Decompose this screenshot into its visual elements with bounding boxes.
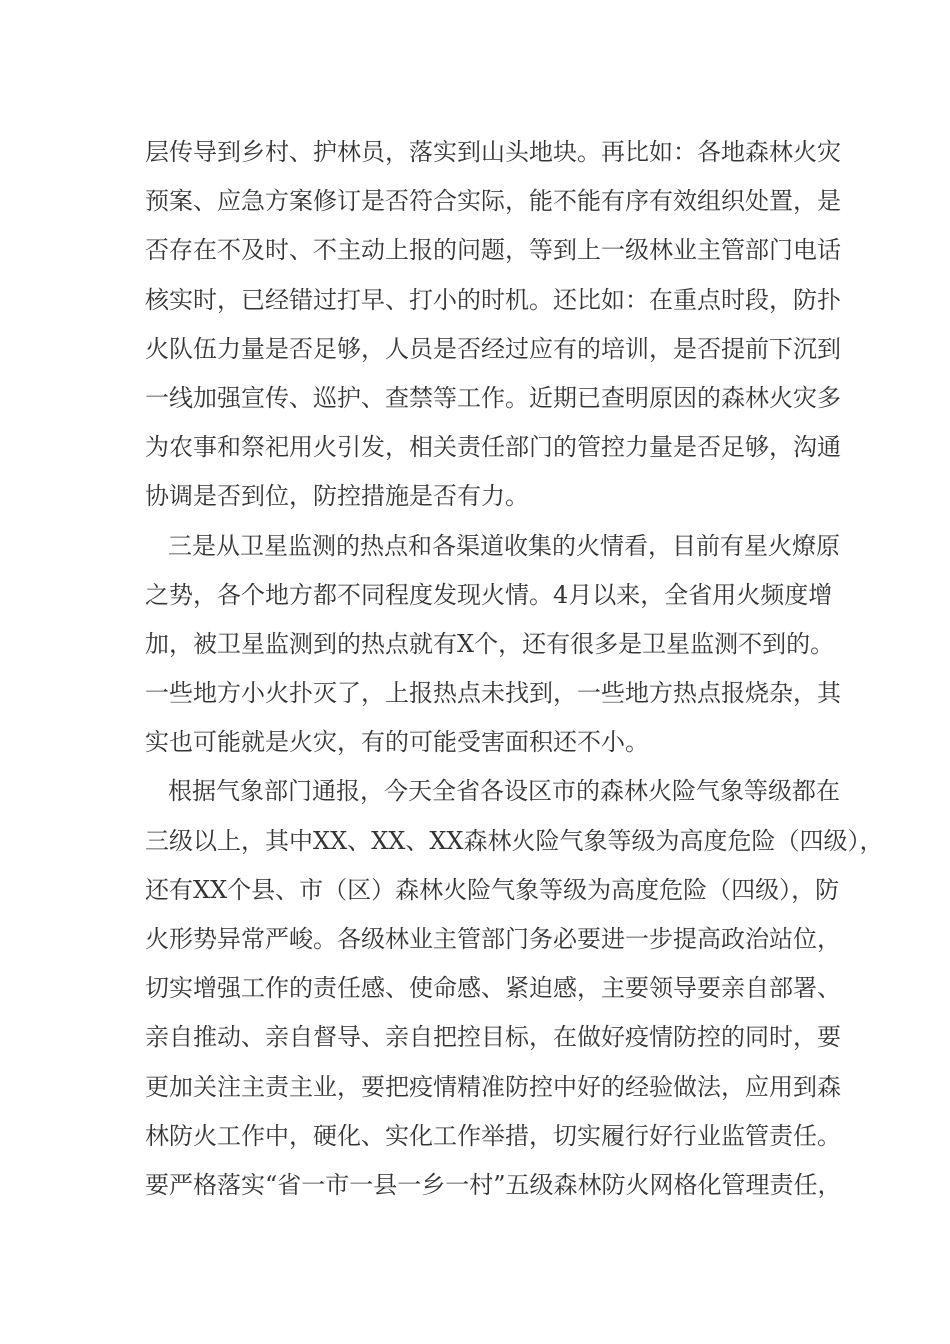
text-line: 三级以上，其中XX、XX、XX森林火险气象等级为高度危险（四级）， bbox=[145, 826, 884, 855]
text-line: 否存在不及时、不主动上报的问题，等到上一级林业主管部门电话 bbox=[145, 236, 841, 265]
text-line: 协调是否到位，防控措施是否有力。 bbox=[145, 482, 529, 511]
paragraph-3 bbox=[145, 767, 884, 1210]
text-line: 三是从卫星监测的热点和各渠道收集的火情看，目前有星火燎原 bbox=[168, 531, 840, 560]
text-line: 要严格落实“省一市一县一乡一村”五级森林防火网格化管理责任， bbox=[145, 1170, 842, 1199]
text-line: 火形势异常严峻。各级林业主管部门务必要进一步提高政治站位， bbox=[145, 925, 841, 953]
text-line: 火队伍力量是否足够，人员是否经过应有的培训，是否提前下沉到 bbox=[145, 334, 841, 363]
text-line: 预案、应急方案修订是否符合实际，能不能有序有效组织处置，是 bbox=[145, 187, 841, 216]
text-line: 林防火工作中，硬化、实化工作举措，切实履行好行业监管责任。 bbox=[145, 1121, 841, 1150]
text-line: 更加关注主责主业，要把疫情精准防控中好的经验做法，应用到森 bbox=[145, 1072, 841, 1101]
text-line: 根据气象部门通报，今天全省各设区市的森林火险气象等级都在 bbox=[168, 777, 840, 806]
text-line: 切实增强工作的责任感、使命感、紧迫感，主要领导要亲自部署、 bbox=[145, 974, 841, 1003]
text-line: 核实时，已经错过打早、打小的时机。还比如：在重点时段，防扑 bbox=[145, 285, 841, 314]
text-line: 一线加强宣传、巡护、查禁等工作。近期已查明原因的森林火灾多 bbox=[145, 383, 841, 412]
text-line: 层传导到乡村、护林员，落实到山头地块。再比如：各地森林火灾 bbox=[145, 138, 841, 166]
text-line: 实也可能就是火灾，有的可能受害面积还不小。 bbox=[145, 728, 649, 757]
text-line: 一些地方小火扑灭了，上报热点未找到，一些地方热点报烧杂，其 bbox=[145, 679, 841, 708]
text-line: 加，被卫星监测到的热点就有X个，还有很多是卫星监测不到的。 bbox=[145, 629, 835, 658]
text-line: 还有XX个县、市（区）森林火险气象等级为高度危险（四级），防 bbox=[145, 875, 840, 904]
text-line: 亲自推动、亲自督导、亲自把控目标，在做好疫情防控的同时，要 bbox=[145, 1023, 841, 1052]
paragraph-1 bbox=[145, 128, 841, 522]
text-line: 之势，各个地方都不同程度发现火情。4月以来，全省用火频度增 bbox=[145, 580, 833, 609]
paragraph-2 bbox=[145, 522, 841, 768]
document-page bbox=[145, 128, 884, 1210]
text-line: 为农事和祭祀用火引发，相关责任部门的管控力量是否足够，沟通 bbox=[145, 433, 841, 462]
